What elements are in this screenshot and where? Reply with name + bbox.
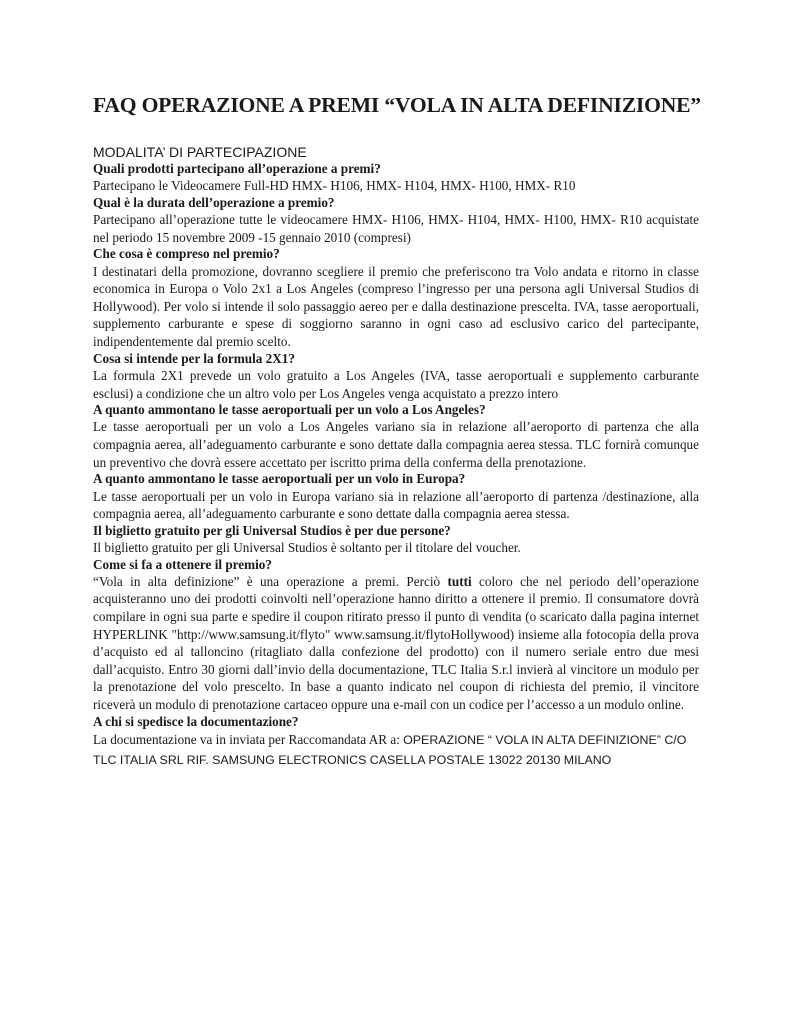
faq-answer (93, 730, 699, 771)
answer-text: “Vola in alta definizione” è una operazione a premi. Perciò (93, 573, 448, 589)
faq-answer: Le tasse aeroportuali per un volo in Europa variano sia in relazione all’aeroporto di partenza /destinazione, alla compagnia aerea, all’adeguamento carburante e sono dettate dalla compagnia aerea stessa. (93, 488, 699, 522)
faq-item-prize-contents (93, 246, 699, 350)
faq-question: Come si fa a ottenere il premio? (93, 556, 272, 572)
section-heading: MODALITA’ DI PARTECIPAZIONE (93, 144, 307, 160)
faq-question: Qual è la durata dell’operazione a premio? (93, 194, 335, 210)
faq-item-duration (93, 195, 699, 246)
faq-item-products (93, 161, 699, 195)
faq-question: Il biglietto gratuito per gli Universal Studios è per due persone? (93, 522, 451, 538)
faq-item-taxes-europe (93, 471, 699, 522)
faq-question: A quanto ammontano le tasse aeroportuali per un volo a Los Angeles? (93, 402, 486, 418)
faq-item-universal-ticket (93, 523, 699, 557)
document-page (93, 92, 699, 771)
faq-question: A chi si spedisce la documentazione? (93, 713, 299, 729)
answer-text: coloro che nel periodo dell’operazione acquisteranno uno dei prodotti coinvolti nell’operazione hanno diritto a ottenere il premio. Il consumatore dovrà compilare in ogni sua parte e spedire il coupon ritirato presso il punto di vendita (o scaricato dalla pagina internet HYPERLINK "http://www.samsung.it/flyto" www.samsung.it/flytoHollywood) insieme alla fotocopia della prova d’acquisto ed al talloncino (ritagliato dalla confezione del prodotto) con il numero seriale entro due mesi dall’acquisto. Entro 30 giorni dall’invio della documentazione, TLC Italia S.r.l invierà al vincitore un modulo per la prenotazione del volo prescelto. In base a quanto indicato nel coupon di richiesta del premio, il vincitore riceverà un modulo di prenotazione cartaceo oppure una e-mail con un codice per l’accesso a un modulo online. (93, 573, 699, 713)
faq-answer: Partecipano le Videocamere Full-HD HMX- H106, HMX- H104, HMX- H100, HMX- R10 (93, 178, 576, 194)
faq-answer (93, 573, 699, 714)
faq-answer: I destinatari della promozione, dovranno scegliere il premio che preferiscono tra Volo andata e ritorno in classe economica in Europa o Volo 2x1 a Los Angeles (compreso l’ingresso per una persona agli Universal Studios di Hollywood). Per volo si intende il solo passaggio aereo per e dalla destinazione prescelta. IVA, tasse aeroportuali, supplemento carburante e spese di soggiorno saranno in ogni caso ad esclusivo carico del partecipante, indipendentemente dal premio scelto. (93, 263, 699, 350)
faq-answer: La formula 2X1 prevede un volo gratuito a Los Angeles (IVA, tasse aeroportuali e supplemento carburante esclusi) a condizione che un altro volo per Los Angeles venga acquistato a prezzo intero (93, 367, 699, 401)
faq-item-send-documentation (93, 714, 699, 771)
faq-question: Quali prodotti partecipano all’operazione a premi? (93, 161, 381, 176)
faq-question: A quanto ammontano le tasse aeroportuali per un volo in Europa? (93, 471, 466, 487)
document-title: FAQ OPERAZIONE A PREMI “VOLA IN ALTA DEFINIZIONE” (93, 93, 701, 117)
faq-item-taxes-los-angeles (93, 402, 699, 471)
faq-answer: Partecipano all’operazione tutte le videocamere HMX- H106, HMX- H104, HMX- H100, HMX- R10 acquistate nel periodo 15 novembre 2009 -15 gennaio 2010 (compresi) (93, 212, 699, 245)
faq-item-obtain-prize (93, 557, 699, 714)
faq-question: Che cosa è compreso nel premio? (93, 246, 280, 262)
faq-question: Cosa si intende per la formula 2X1? (93, 350, 295, 366)
answer-bold-text: tutti (447, 573, 472, 589)
faq-item-2x1-formula (93, 351, 699, 402)
faq-answer: Il biglietto gratuito per gli Universal Studios è soltanto per il titolare del voucher. (93, 539, 521, 555)
faq-answer: Le tasse aeroportuali per un volo a Los Angeles variano sia in relazione all’aeroporto di partenza che alla compagnia aerea, all’adeguamento carburante e sono dettate dalla compagnia aerea stessa. TLC fornirà comunque un preventivo che dovrà essere accettato per iscritto prima della conferma della prenotazione. (93, 419, 699, 470)
mailing-address: OPERAZIONE “ VOLA IN ALTA DEFINIZIONE” C/O TLC ITALIA SRL RIF. SAMSUNG ELECTRONICS CASELLA POSTALE 13022 20130 MILANO (93, 732, 687, 768)
answer-text: La documentazione va in inviata per Raccomandata AR a: (93, 731, 404, 747)
